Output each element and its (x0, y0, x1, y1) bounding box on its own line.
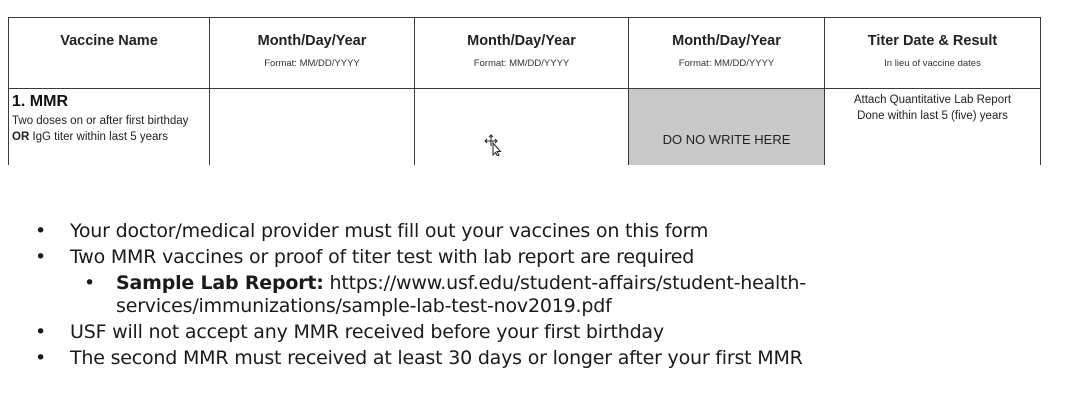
instruction-text: Two MMR vaccines or proof of titer test with lab report are required (70, 246, 695, 268)
bullet: • (35, 321, 47, 343)
or-label: OR (12, 131, 30, 143)
header-titer (825, 18, 1041, 89)
header-date-3 (629, 18, 825, 89)
titer-instruction-1: Attach Quantitative Lab Report (853, 94, 1012, 106)
header-titer-hint: In lieu of vaccine dates (884, 58, 981, 69)
list-item (30, 246, 1075, 269)
date-field-2[interactable] (415, 89, 629, 165)
table-header-row (9, 18, 1041, 89)
instructions-list (30, 220, 1075, 373)
header-vaccine-name (9, 18, 210, 89)
table-row-mmr (9, 89, 1041, 165)
list-item (30, 321, 1075, 344)
header-date-1 (210, 18, 415, 89)
list-item (30, 347, 1075, 370)
bullet: • (35, 246, 47, 268)
instruction-text: USF will not accept any MMR received before your first birthday (70, 321, 664, 343)
header-title: Month/Day/Year (467, 33, 576, 49)
vaccine-table (8, 17, 1041, 165)
sample-lab-report-link[interactable]: https://www.usf.edu/student-affairs/student-health-services/immunizations/sample-lab-test-nov2019.pdf (116, 272, 806, 317)
bullet: • (84, 272, 96, 294)
instruction-text: The second MMR must received at least 30 days or longer after your first MMR (70, 347, 803, 369)
header-format-hint: Format: MM/DD/YYYY (678, 58, 775, 69)
titer-result-cell[interactable] (825, 89, 1041, 165)
list-item-sub (30, 272, 1075, 318)
header-title: Vaccine Name (60, 33, 158, 49)
vaccine-requirement-2-text: IgG titer within last 5 years (29, 131, 168, 143)
header-format-hint: Format: MM/DD/YYYY (473, 58, 570, 69)
do-not-write-cell (629, 89, 825, 165)
bullet: • (35, 347, 47, 369)
sample-lab-report-label: Sample Lab Report: (116, 272, 324, 294)
vaccine-requirement-1: Two doses on or after first birthday (12, 115, 189, 127)
do-not-write-label: DO NO WRITE HERE (662, 132, 791, 148)
bullet: • (35, 220, 47, 242)
list-item (30, 220, 1075, 243)
date-field-1[interactable] (210, 89, 415, 165)
move-cursor-icon (484, 134, 502, 156)
header-format-hint: Format: MM/DD/YYYY (264, 58, 360, 69)
vaccine-name: 1. MMR (12, 93, 68, 110)
header-title: Month/Day/Year (257, 33, 367, 49)
header-title: Titer Date & Result (867, 33, 998, 49)
titer-instruction-2: Done within last 5 (five) years (857, 110, 1008, 122)
instruction-text: Your doctor/medical provider must fill out your vaccines on this form (70, 220, 709, 242)
header-date-2 (415, 18, 629, 89)
header-title: Month/Day/Year (672, 33, 781, 49)
vaccine-name-cell (9, 89, 210, 165)
vaccine-requirement-2 (12, 131, 209, 143)
